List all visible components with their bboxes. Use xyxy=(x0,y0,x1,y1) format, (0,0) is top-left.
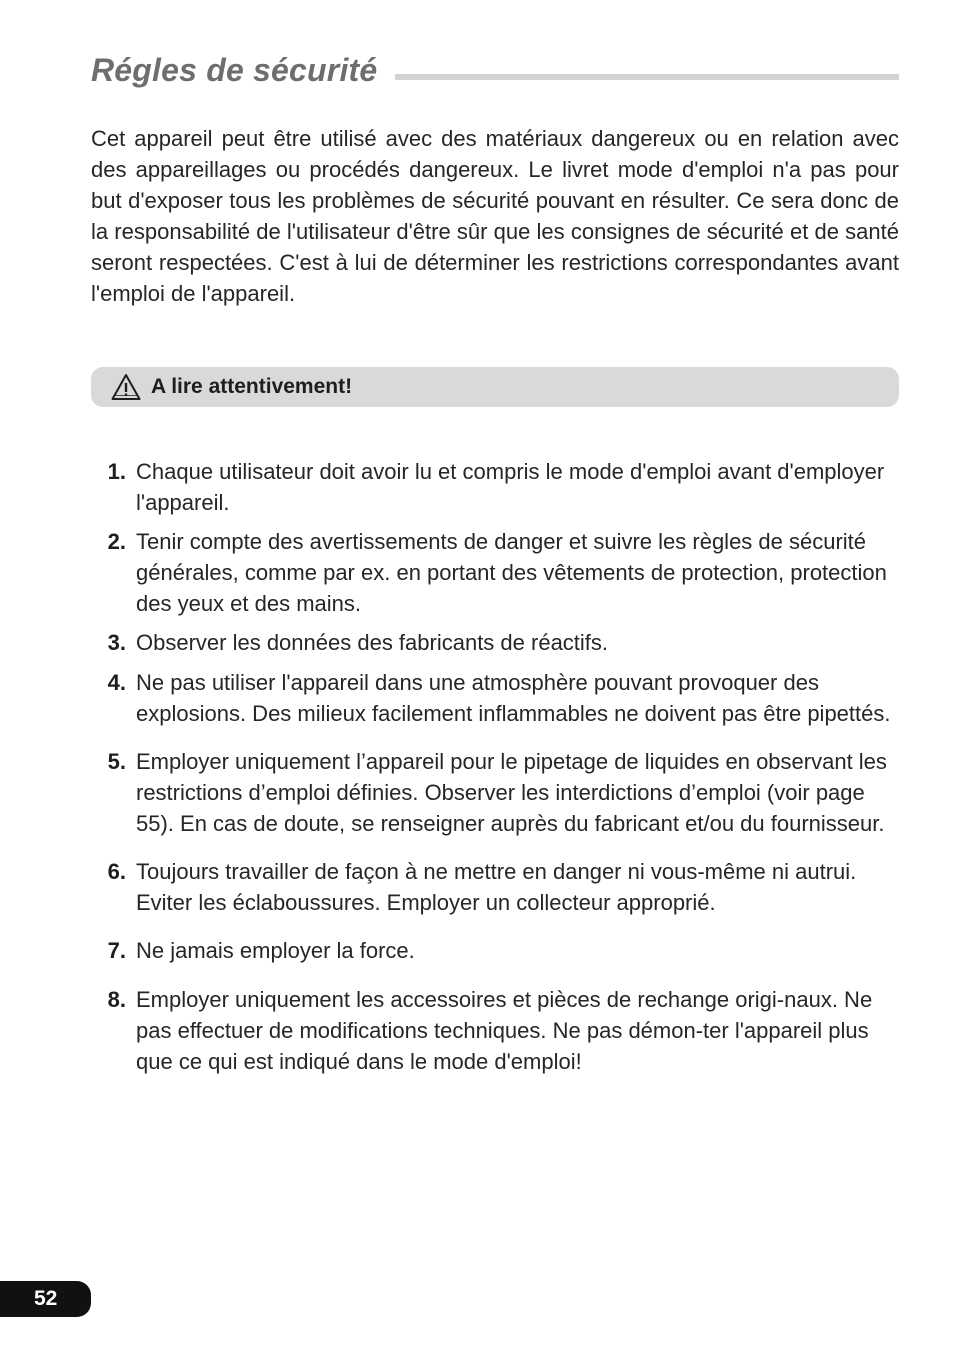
list-item xyxy=(91,526,901,619)
list-item xyxy=(91,746,901,839)
list-item-text: Employer uniquement les accessoires et pièces de rechange origi-naux. Ne pas effectuer de modifications techniques. Ne pas démon-ter l'appareil plus que ce qui est indiqué dans le mode d'emploi! xyxy=(136,987,873,1074)
list-item-number: 2. xyxy=(107,529,126,554)
list-item xyxy=(91,456,901,518)
list-item-number: 1. xyxy=(107,459,126,484)
warning-triangle-icon xyxy=(111,372,141,402)
list-item xyxy=(91,856,901,918)
list-item-number: 6. xyxy=(107,859,126,884)
list-item xyxy=(91,667,901,729)
safety-rules-list xyxy=(91,456,901,1077)
page-number: 52 xyxy=(34,1287,58,1310)
list-item-number: 4. xyxy=(107,670,126,695)
list-item-text: Ne jamais employer la force. xyxy=(136,938,415,963)
list-item-text: Employer uniquement l’appareil pour le pipetage de liquides en observant les restrictions d’emploi définies. Observer les interdictions d’emploi (voir page 55). En cas de doute, se renseigner auprès du fabricant et/ou du fournisseur. xyxy=(136,749,887,836)
list-item xyxy=(91,627,901,658)
list-item-text: Tenir compte des avertissements de danger et suivre les règles de sécurité générales, comme par ex. en portant des vêtements de protection, protection des yeux et des mains. xyxy=(136,529,887,616)
warning-banner xyxy=(91,367,899,407)
list-item xyxy=(91,984,901,1077)
list-item-text: Toujours travailler de façon à ne mettre en danger ni vous-même ni autrui. Eviter les éclaboussures. Employer un collecteur approprié. xyxy=(136,859,857,915)
list-item-text: Chaque utilisateur doit avoir lu et compris le mode d'emploi avant d'employer l'appareil. xyxy=(136,459,885,515)
list-item-number: 8. xyxy=(107,987,126,1012)
intro-paragraph: Cet appareil peut être utilisé avec des matériaux dangereux ou en relation avec des appareillages ou procédés dangereux. Le livret mode d'emploi n'a pas pour but d'exposer tous les problèmes de sécurité pouvant en résulter. Ce sera donc de la responsabilité de l'utilisateur d'être sûr que les consignes de sécurité et de santé seront respectées. C'est à lui de déterminer les restrictions correspondantes avant l'emploi de l'appareil. xyxy=(91,126,899,306)
list-item-number: 7. xyxy=(107,938,126,963)
list-item-number: 3. xyxy=(107,630,126,655)
list-item xyxy=(91,935,901,966)
list-item-number: 5. xyxy=(107,749,126,774)
title-divider xyxy=(395,74,899,80)
warning-label: A lire attentivement! xyxy=(151,375,353,398)
page-title: Régles de sécurité xyxy=(91,51,378,88)
list-item-text: Ne pas utiliser l'appareil dans une atmosphère pouvant provoquer des explosions. Des milieux facilement inflammables ne doivent pas être pipettés. xyxy=(136,670,891,726)
title-row xyxy=(91,48,899,92)
list-item-text: Observer les données des fabricants de réactifs. xyxy=(136,630,609,655)
page-number-tab xyxy=(0,1281,91,1317)
